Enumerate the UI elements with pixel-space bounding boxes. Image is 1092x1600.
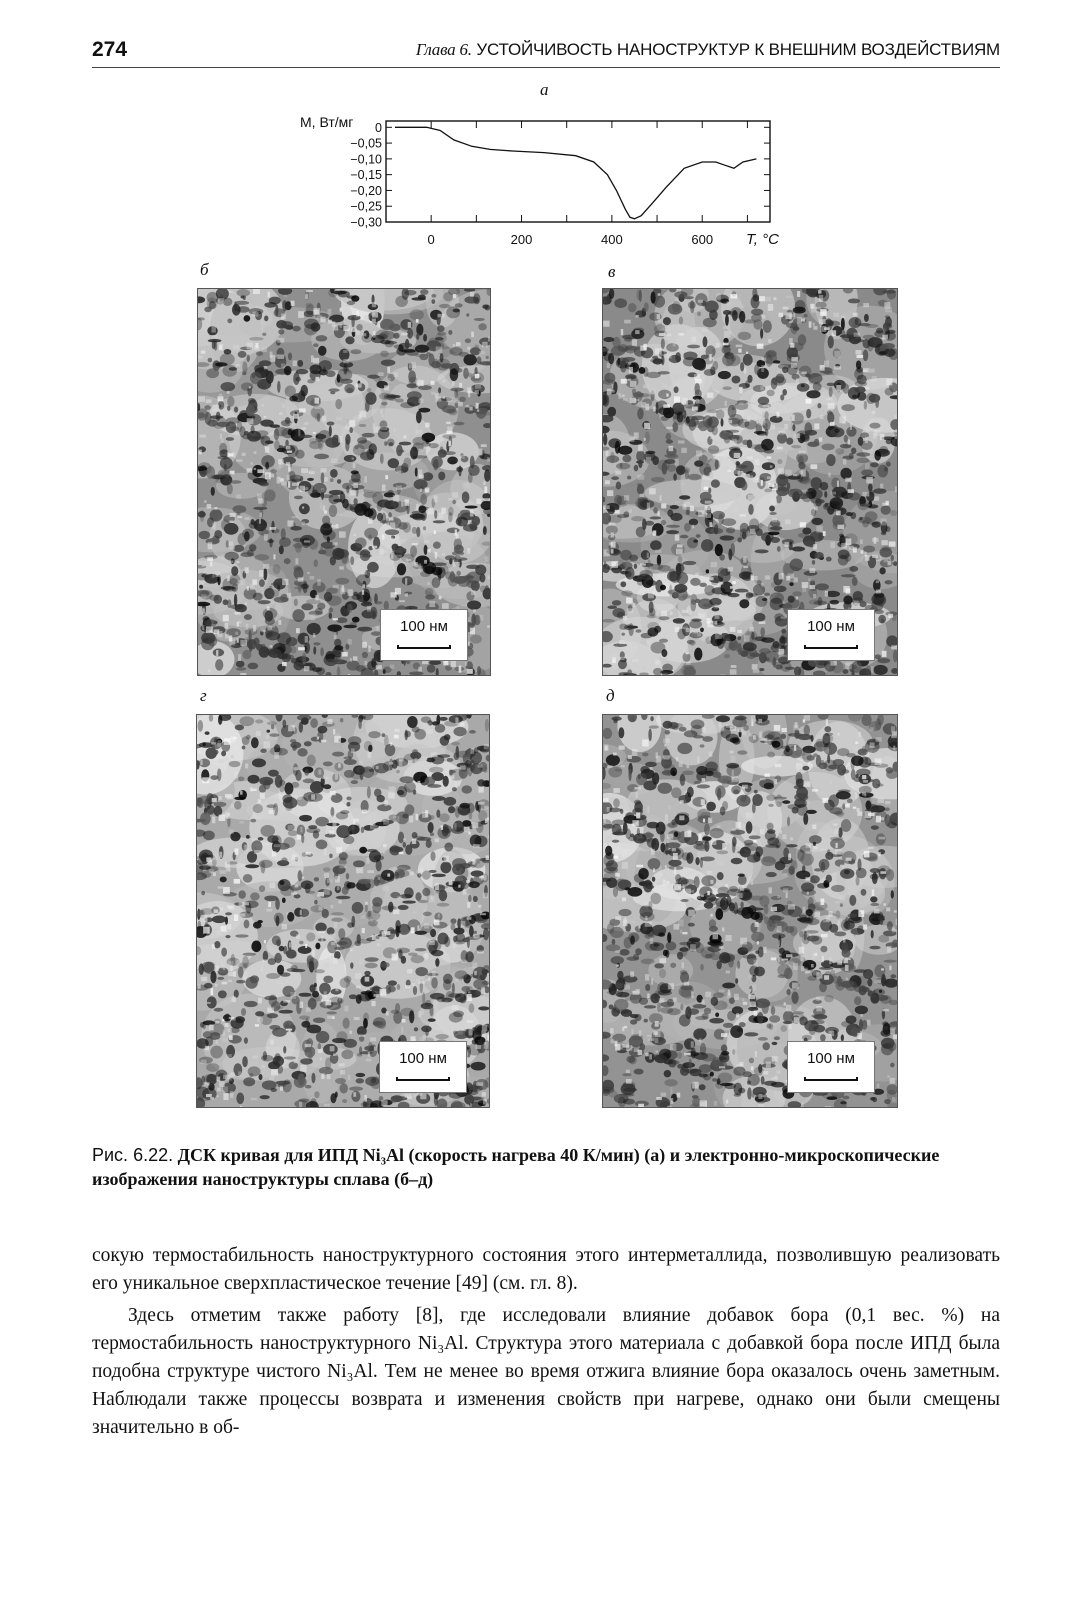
caption-text: ДСК кривая для ИПД Ni₃Al (скорость нагрева 40 К/мин) (а) и электронно-микроскопические изображения наноструктуры сплава (б–д) xyxy=(92,1145,940,1189)
plot-frame xyxy=(386,121,770,222)
scale-box-b xyxy=(380,609,468,661)
y-tick-label: −0,25 xyxy=(350,199,382,214)
panel-label-d: д xyxy=(606,686,615,705)
paragraph-2: Здесь отметим также работу [8], где исследовали влияние добавок бора (0,1 вес. %) на термостабильность наноструктурного Ni₃Al. Структура этого материала с добавкой бора после ИПД была подобна структуре чистого Ni₃Al. Тем не менее во время отжига влияние бора оказалось очень заметным. Наблюдали также процессы возврата и изменения свойств при нагреве, однако они были смещены значительно в об- xyxy=(92,1305,1000,1438)
micrograph-g xyxy=(196,714,490,1108)
page-number: 274 xyxy=(92,38,128,61)
y-tick-label: 0 xyxy=(375,120,382,135)
chapter-label: Глава 6. xyxy=(415,40,472,59)
scale-box-g xyxy=(379,1041,467,1093)
x-axis-label: T, °C xyxy=(746,231,779,248)
y-axis-label: M, Вт/мг xyxy=(300,114,354,130)
x-tick-label: 0 xyxy=(427,232,435,247)
running-head xyxy=(416,40,1000,60)
dsc-curve xyxy=(395,127,756,219)
header-rule xyxy=(92,67,1000,68)
scale-bar-g xyxy=(396,1077,450,1081)
scale-label-v: 100 нм xyxy=(807,618,855,635)
micrograph-b xyxy=(197,288,491,676)
scale-box-d xyxy=(787,1041,875,1093)
panel-label-b: б xyxy=(200,260,209,279)
x-ticks xyxy=(428,121,748,247)
y-ticks xyxy=(350,121,770,230)
micrograph-d xyxy=(602,714,898,1108)
x-tick-label: 400 xyxy=(601,232,623,247)
scale-bar-d xyxy=(804,1077,858,1081)
panel-label-g: г xyxy=(200,686,207,705)
y-tick-label: −0,10 xyxy=(350,152,382,167)
x-tick-label: 600 xyxy=(691,232,714,247)
scale-box-v xyxy=(787,609,875,661)
chapter-title: УСТОЙЧИВОСТЬ НАНОСТРУКТУР К ВНЕШНИМ ВОЗДЕЙСТВИЯМ xyxy=(476,40,1000,59)
scale-label-b: 100 нм xyxy=(400,618,448,635)
panel-label-v: в xyxy=(608,262,616,281)
y-tick-label: −0,15 xyxy=(350,168,382,183)
scale-bar-v xyxy=(804,645,858,649)
panel-label-a: а xyxy=(540,80,549,99)
scale-label-d: 100 нм xyxy=(807,1050,855,1067)
dsc-chart xyxy=(300,108,800,260)
micrograph-v xyxy=(602,288,898,676)
scale-bar-b xyxy=(397,645,451,649)
y-tick-label: −0,30 xyxy=(350,215,382,230)
y-tick-label: −0,05 xyxy=(350,136,382,151)
body-text xyxy=(92,1242,1000,1442)
figure-caption xyxy=(92,1143,1000,1191)
x-tick-label: 200 xyxy=(510,232,533,247)
scale-label-g: 100 нм xyxy=(399,1050,447,1067)
caption-lead: Рис. 6.22. xyxy=(92,1145,174,1165)
y-tick-label: −0,20 xyxy=(350,183,382,198)
paragraph-1: сокую термостабильность наноструктурного состояния этого интерметаллида, позволившую реализовать его уникальное сверхпластическое течение [49] (см. гл. 8). xyxy=(92,1245,1000,1294)
